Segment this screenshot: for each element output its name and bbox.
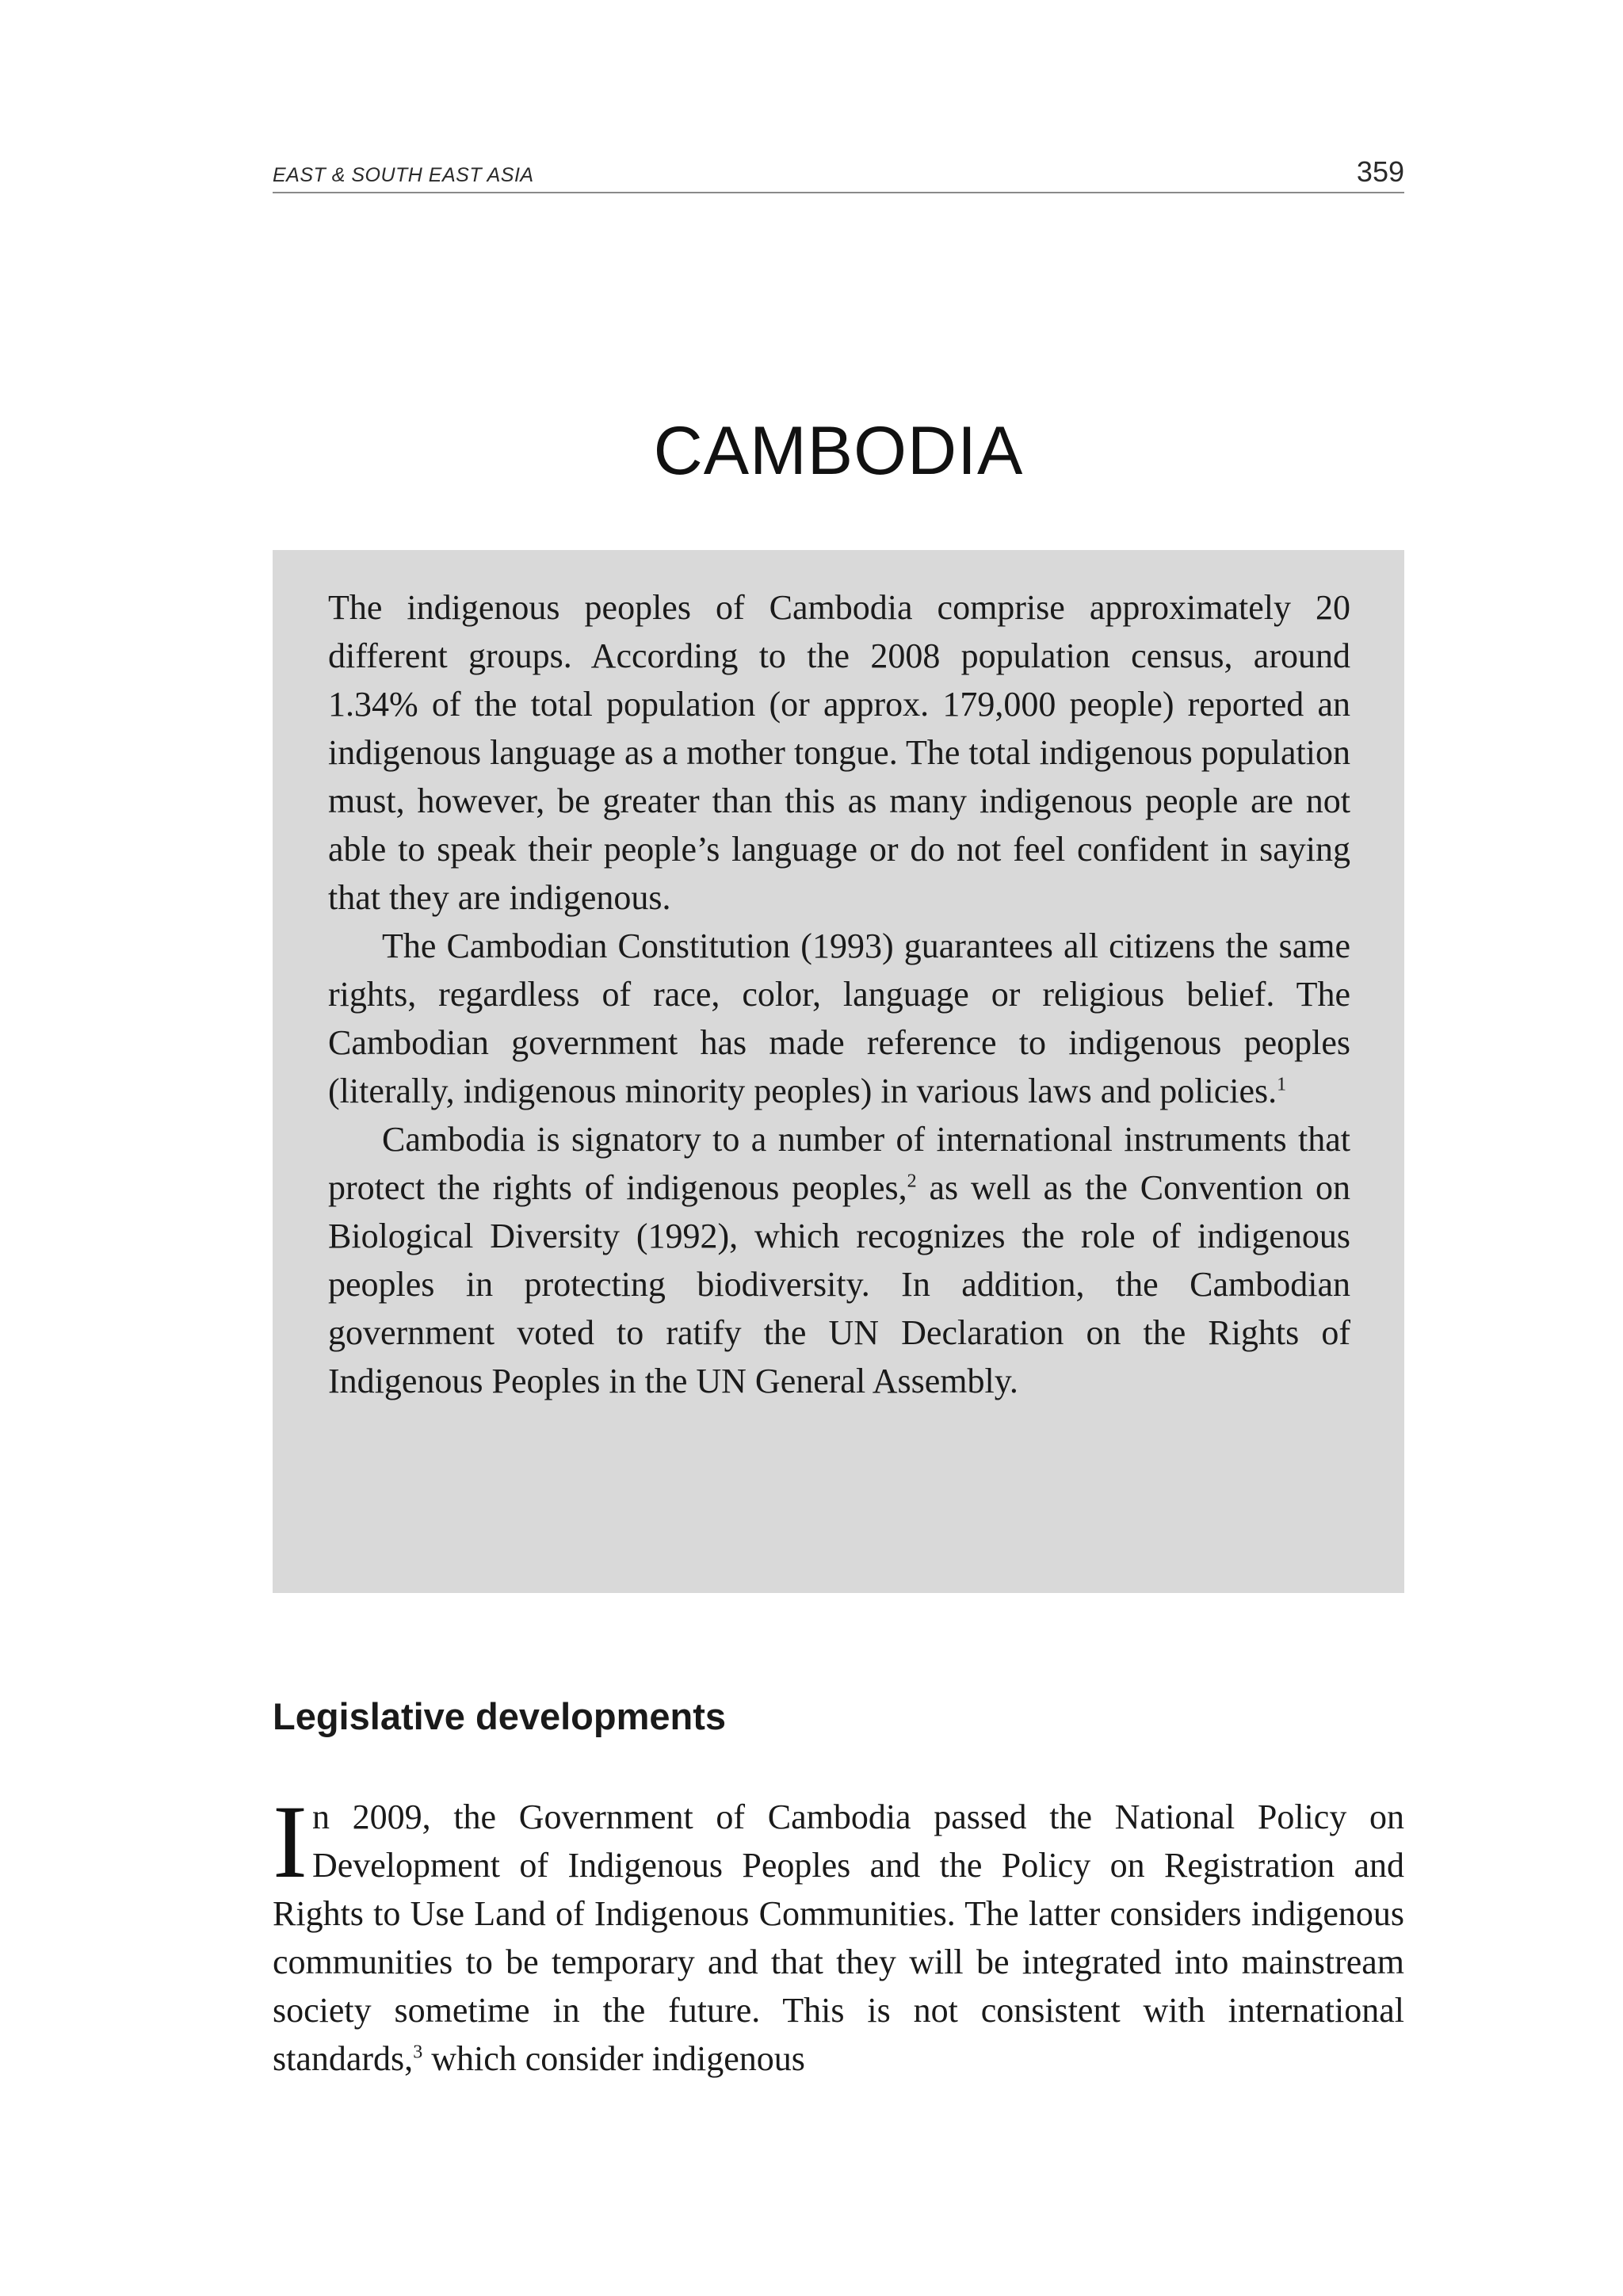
footnote-ref-3[interactable]: 3 bbox=[413, 2042, 423, 2063]
summary-paragraph-3 bbox=[328, 1115, 1350, 1405]
drop-cap: I bbox=[273, 1783, 307, 1900]
body-paragraph-text-b: which consider indigenous bbox=[422, 2039, 805, 2078]
body-paragraph-text-a: n 2009, the Government of Cambodia passed the National Policy on Development of Indigenous Peoples and the Policy on Registration and Rights to Use Land of Indigenous Communities. The latter considers indigenous communities to be temporary and that they will be integrated into mainstream society sometime in the future. This is not consistent with international standards, bbox=[273, 1797, 1404, 2078]
summary-paragraph-1-text: The indigenous peoples of Cambodia comprise approximately 20 different groups. According to the 2008 population census, around 1.34% of the total population (or approx. 179,000 people) reported an indigenous language as a mother tongue. The total indigenous population must, however, be greater than this as many indigenous people are not able to speak their people’s language or do not feel confident in saying that they are indigenous. bbox=[328, 588, 1350, 917]
summary-paragraph-3-text-b: as well as the Convention on Biological Diversity (1992), which recognizes the role of indigenous peoples in protecting biodiversity. In addition, the Cambodian government voted to ratify the UN Declaration on the Rights of Indigenous Peoples in the UN General Assembly. bbox=[328, 1168, 1350, 1400]
summary-paragraph-2-text: The Cambodian Constitution (1993) guarantees all citizens the same rights, regardless of race, color, language or religious belief. The Cambodian government has made reference to indigenous peoples (literally, indigenous minority peoples) in various laws and policies. bbox=[328, 926, 1350, 1110]
footnote-ref-2[interactable]: 2 bbox=[907, 1171, 917, 1192]
running-header bbox=[273, 155, 1404, 193]
page-number: 359 bbox=[1356, 155, 1404, 188]
footnote-ref-1[interactable]: 1 bbox=[1277, 1074, 1287, 1095]
chapter-title: CAMBODIA bbox=[653, 413, 1024, 489]
summary-box bbox=[273, 550, 1404, 1593]
summary-paragraph-2 bbox=[328, 922, 1350, 1115]
running-title: EAST & SOUTH EAST ASIA bbox=[273, 164, 534, 186]
summary-paragraph-1 bbox=[328, 583, 1350, 922]
section-heading: Legislative developments bbox=[273, 1695, 727, 1737]
body-paragraph bbox=[273, 1783, 1404, 2083]
summary-paragraph-3-text-a: Cambodia is signatory to a number of international instruments that protect the rights of indigenous peoples, bbox=[328, 1120, 1350, 1207]
